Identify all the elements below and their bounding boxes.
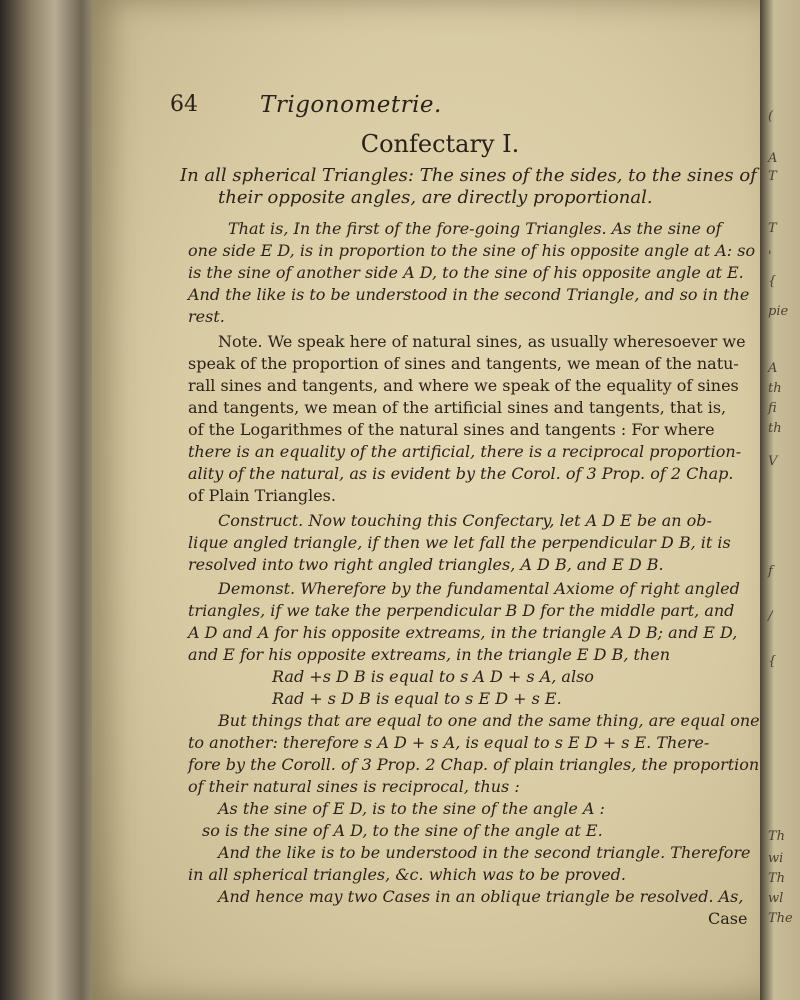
text-line: lique angled triangle, if then we let fall the perpendicular D B, it is (188, 533, 731, 552)
text-line: in all spherical triangles, &c. which was to be proved. (188, 865, 626, 884)
fragment: f (768, 564, 773, 579)
text-line: speak of the proportion of sines and tangents, we mean of the natu- (188, 354, 739, 373)
text-line: rest. (188, 307, 225, 326)
fragment: A (768, 151, 778, 166)
text-line: is the sine of another side A D, to the sine of his opposite angle at E. (188, 263, 744, 282)
fragment: ( (768, 109, 774, 124)
text-line: Note. We speak here of natural sines, as usually wheresoever we (218, 332, 746, 351)
text-line: and E for his opposite extreams, in the triangle E D B, then (188, 645, 671, 664)
next-page-text-fragments (768, 110, 798, 990)
text-line: of Plain Triangles. (188, 486, 336, 505)
text-line: of their natural sines is reciprocal, thus : (188, 777, 520, 796)
text-line: there is an equality of the artificial, there is a reciprocal proportion- (188, 442, 742, 461)
text-line: one side E D, is in proportion to the sine of his opposite angle at A: so (188, 241, 756, 260)
text-line: Rad + s D B is equal to s E D + s E. (272, 689, 562, 708)
text-line: Rad +s D B is equal to s A D + s A, also (272, 667, 594, 686)
text-line: And the like is to be understood in the second Triangle, and so in the (188, 285, 750, 304)
fragment: T (768, 221, 777, 236)
fragment: fi (768, 401, 777, 416)
page-header (170, 92, 730, 122)
fragment: th (768, 421, 782, 436)
text-line: And the like is to be understood in the second triangle. Therefore (218, 843, 751, 862)
fragment: { (768, 654, 777, 669)
fragment: / (768, 609, 773, 624)
text-line: so is the sine of A D, to the sine of the angle at E. (202, 821, 603, 840)
fragment: pie (768, 304, 789, 319)
text-line: A D and A for his opposite extreams, in the triangle A D B; and E D, (188, 623, 738, 642)
text-line: ality of the natural, as is evident by the Corol. of 3 Prop. of 2 Chap. (188, 464, 734, 483)
text-line: And hence may two Cases in an oblique triangle be resolved. As, (218, 887, 744, 906)
text-line: resolved into two right angled triangles, A D B, and E D B. (188, 555, 664, 574)
fragment: wi (768, 851, 784, 866)
running-head: Trigonometrie. (260, 92, 442, 118)
catchword: Case (708, 909, 748, 928)
text-line: fore by the Coroll. of 3 Prop. 2 Chap. of plain triangles, the proportion (188, 755, 760, 774)
text-line: As the sine of E D, is to the sine of the angle A : (218, 799, 605, 818)
fragment: The (768, 911, 793, 926)
fragment: wl (768, 891, 784, 906)
text-line: But things that are equal to one and the same thing, are equal one (218, 711, 760, 730)
fragment: T (768, 169, 777, 184)
fragment: Th (768, 829, 786, 844)
page-number: 64 (170, 92, 198, 117)
fragment: ' (768, 249, 772, 264)
section-heading: Confectary I. (360, 130, 520, 158)
text-line: rall sines and tangents, and where we speak of the equality of sines (188, 376, 739, 395)
fragment: { (768, 274, 777, 289)
text-line: Demonst. Wherefore by the fundamental Axiome of right angled (218, 579, 740, 598)
text-line: In all spherical Triangles: The sines of the sides, to the sines of (180, 165, 757, 186)
text-line: and tangents, we mean of the artificial sines and tangents, that is, (188, 398, 727, 417)
text-line: Construct. Now touching this Confectary, let A D E be an ob- (218, 511, 712, 530)
text-line: their opposite angles, are directly proportional. (218, 187, 653, 208)
fragment: A (768, 361, 778, 376)
fragment: V (768, 454, 778, 469)
text-line: to another: therefore s A D + s A, is equal to s E D + s E. There- (188, 733, 710, 752)
fragment: th (768, 381, 782, 396)
fragment: Th (768, 871, 786, 886)
text-line: of the Logarithmes of the natural sines and tangents : For where (188, 420, 715, 439)
text-line: triangles, if we take the perpendicular B D for the middle part, and (188, 601, 735, 620)
text-line: That is, In the first of the fore-going Triangles. As the sine of (228, 219, 722, 238)
